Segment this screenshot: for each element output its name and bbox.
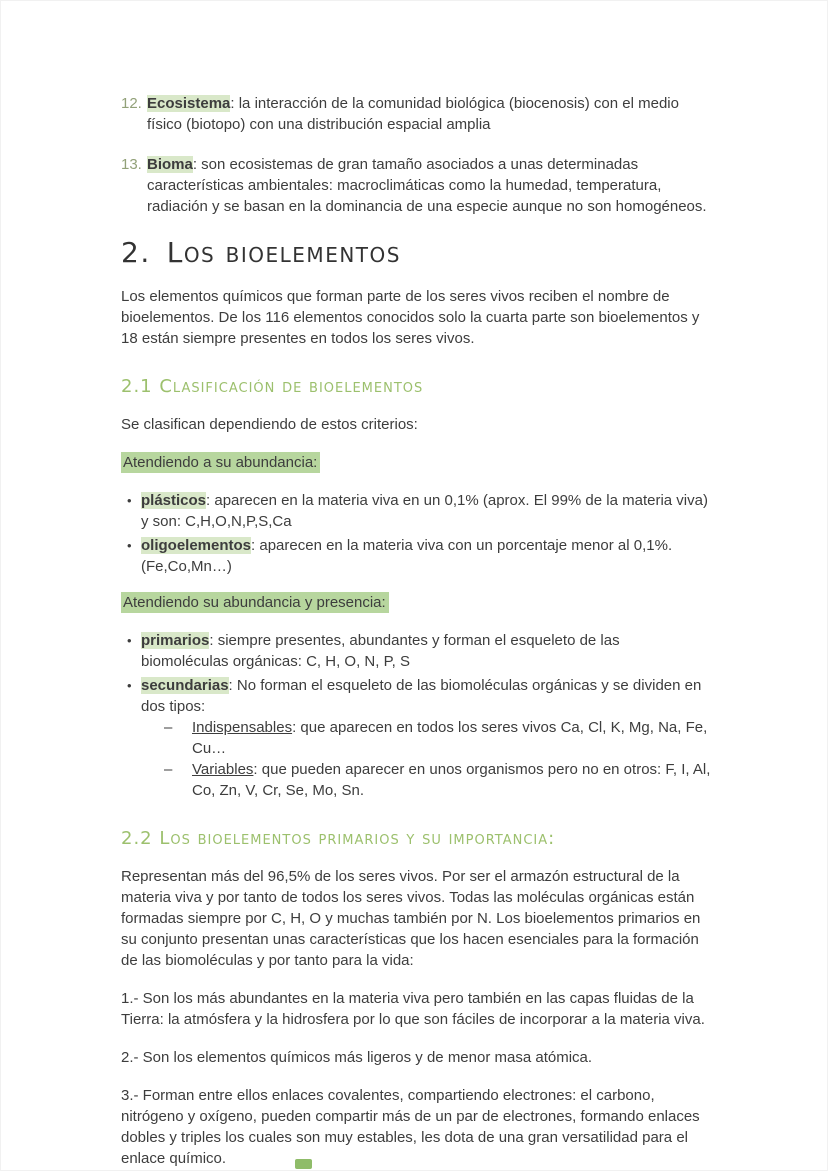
item-number: 12. [121,95,142,112]
highlight-line-abundancia [121,452,711,473]
bullet-plasticos [121,490,711,532]
paragraph-criteria: Se clasifican dependiendo de estos criterios: [121,416,418,433]
dash-icon: – [164,719,173,736]
bullet-text [141,630,711,672]
dash-body-text: : que aparecen en todos los seres vivos Ca, Cl, K, Mg, Na, Fe, Cu… [192,719,708,757]
subsection-heading-2-1: 2.1 Clasificación de bioelementos [121,376,424,397]
item-body-text: : la interacción de la comunidad biológica (biocenosis) con el medio físico (biotopo) con una distribución espacial amplia [147,95,679,133]
bullet-text [141,535,711,577]
section-heading-number: 2. [121,236,151,269]
item-body-text: : son ecosistemas de gran tamaño asociados a unas determinadas características ambientales: macroclimáticas como la humedad, temperatura, radiación y se basan en la dominancia de una especie aunque no son homogéneos. [147,156,707,215]
paragraph-point-1: 1.- Son los más abundantes en la materia viva pero también en las capas fluidas de la Tierra: la atmósfera y la hidrosfera por lo que son fáciles de incorporar a la materia viva. [121,990,705,1028]
paragraph-point-3: 3.- Forman entre ellos enlaces covalentes, compartiendo electrones: el carbono, nitrógeno y oxígeno, pueden compartir más de un par de electrones, formando enlaces dobles y triples los cuales son muy estables, les dota de una gran versatilidad para el enlace químico. [121,1087,700,1167]
underlined-term-indispensables: Indispensables [192,719,293,736]
bullet-primarios [121,630,711,672]
highlighted-term-secundarias: secundarias [141,677,229,694]
bullet-body-text: : aparecen en la materia viva con un porcentaje menor al 0,1%. (Fe,Co,Mn…) [141,537,673,575]
highlighted-text: Atendiendo su abundancia y presencia: [121,592,389,613]
item-number: 13. [121,156,142,173]
underlined-term-variables: Variables [192,761,254,778]
highlighted-text: Atendiendo a su abundancia: [121,452,320,473]
section-heading [121,236,711,270]
dash-text [192,759,711,801]
subsection-heading-2-2: 2.2 Los bioelementos primarios y su importancia: [121,828,556,849]
paragraph-importance: Representan más del 96,5% de los seres vivos. Por ser el armazón estructural de la materia viva y por tanto de todos los seres vivos. Todas las moléculas orgánicas están formadas siempre por C, H, O y muchas también por N. Los bioelementos primarios en su conjunto presentan unas características que los hacen esenciales para la formación de las biomoléculas y por tanto para la vida: [121,868,701,969]
bullet-list-presencia [121,630,711,801]
dash-icon: – [164,761,173,778]
paragraph-intro: Los elementos químicos que forman parte de los seres vivos reciben el nombre de bioelementos. De los 116 elementos conocidos solo la cuarta parte son bioelementos y 18 están siempre presentes en todos los seres vivos. [121,288,700,347]
highlighted-term-plasticos: plásticos [141,492,207,509]
highlighted-term-ecosistema: Ecosistema [147,95,231,112]
numbered-item-12 [121,93,711,135]
dash-item-variables [164,759,711,801]
bullet-text [141,490,711,532]
bullet-oligoelementos [121,535,711,577]
paragraph-point-2: 2.- Son los elementos químicos más ligeros y de menor masa atómica. [121,1049,593,1066]
bullet-icon: • [127,633,132,648]
item-text [147,154,711,217]
bullet-icon: • [127,493,132,508]
numbered-item-13 [121,154,711,217]
bullet-text [141,675,711,801]
bullet-body-text: : siempre presentes, abundantes y forman el esqueleto de las biomoléculas orgánicas: C, H, O, N, P, S [141,632,620,670]
highlighted-term-primarios: primarios [141,632,210,649]
dash-item-indispensables [164,717,711,759]
bullet-secundarias [121,675,711,801]
highlighted-term-oligoelementos: oligoelementos [141,537,252,554]
item-text [147,93,711,135]
highlight-line-abundancia-presencia [121,592,711,613]
stray-green-mark [295,1159,312,1169]
bullet-body-text: : aparecen en la materia viva en un 0,1% (aprox. El 99% de la materia viva) y son: C,H,O,N,P,S,Ca [141,492,708,530]
dash-text [192,717,711,759]
bullet-body-text: : No forman el esqueleto de las biomoléculas orgánicas y se dividen en dos tipos: [141,677,702,715]
bullet-icon: • [127,538,132,553]
section-heading-title: Los bioelementos [166,236,401,269]
bullet-icon: • [127,678,132,693]
bullet-list-abundancia [121,490,711,577]
dash-body-text: : que pueden aparecer en unos organismos pero no en otros: F, I, Al, Co, Zn, V, Cr, Se, Mo, Sn. [192,761,711,799]
highlighted-term-bioma: Bioma [147,156,193,173]
